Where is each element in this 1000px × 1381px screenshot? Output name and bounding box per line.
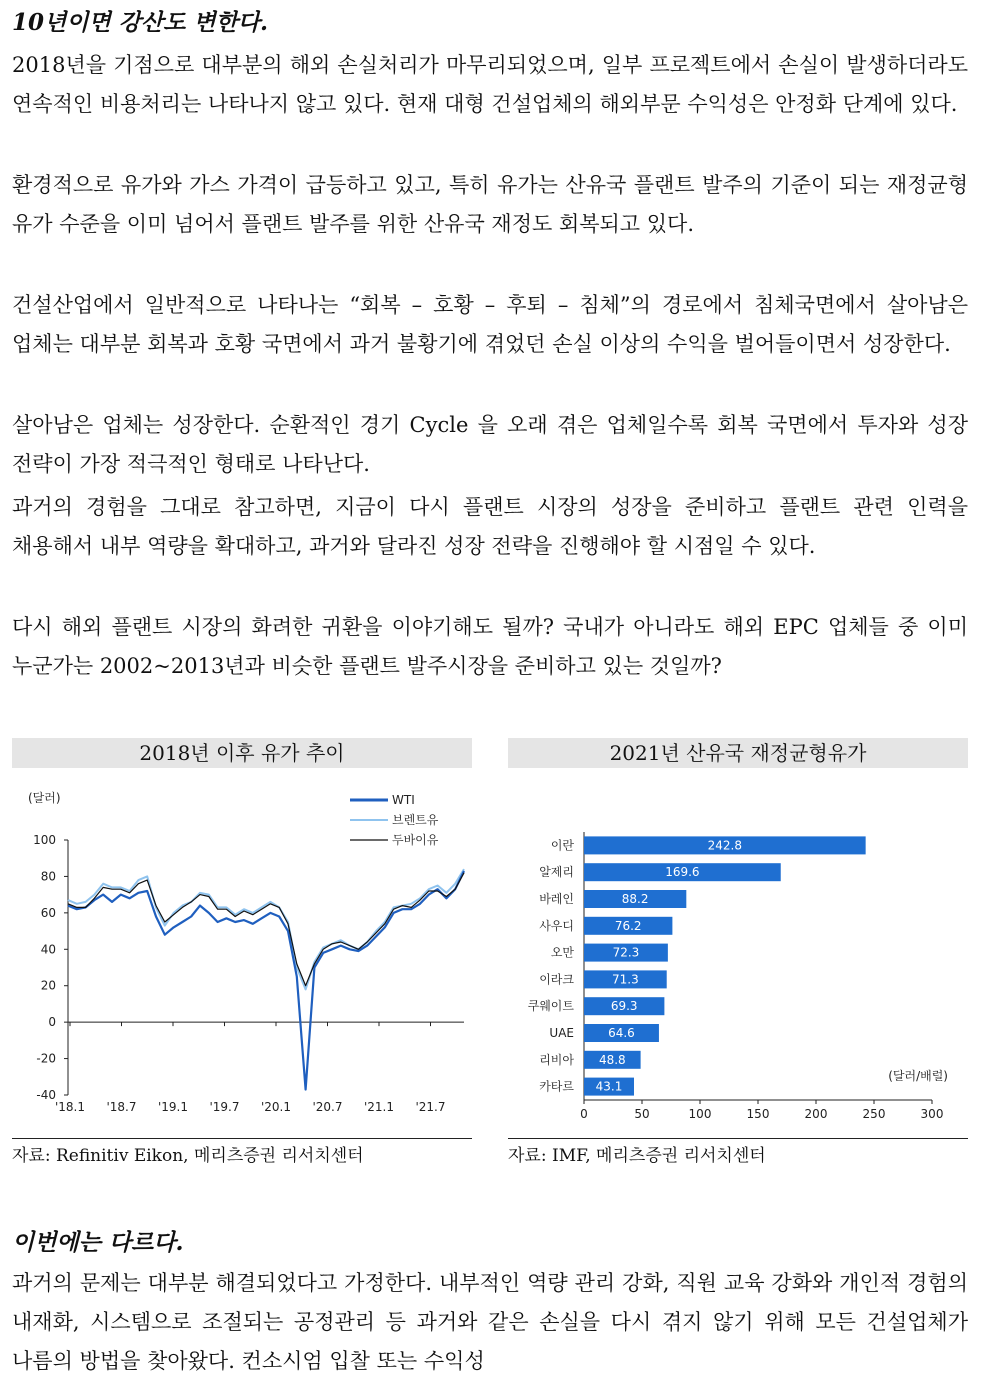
- category-label: 이란: [550, 838, 574, 853]
- bar-value-label: 242.8: [707, 838, 743, 853]
- x-tick-label: '20.1: [260, 1100, 292, 1114]
- bar-value-label: 48.8: [598, 1052, 626, 1067]
- bar-value-label: 72.3: [612, 945, 640, 960]
- legend-label: 두바이유: [392, 833, 439, 847]
- x-tick-label: '21.7: [415, 1100, 446, 1114]
- bar-value-label: 169.6: [665, 865, 700, 880]
- chart1-title: 2018년 이후 유가 추이: [12, 738, 472, 768]
- x-tick-label: '19.7: [209, 1100, 240, 1114]
- x-tick-label: '20.7: [312, 1100, 343, 1114]
- paragraph-5: 과거의 경험을 그대로 참고하면, 지금이 다시 플랜트 시장의 성장을 준비하고 플랜트 관련 인력을 채용해서 내부 역량을 확대하고, 과거와 달라진 성장 전략을 진행해야 할 시점일 수 있다.: [12, 495, 968, 558]
- y-tick-label: 60: [40, 905, 56, 920]
- x-axis-unit: (달러/배럴): [888, 1069, 948, 1083]
- y-tick-label: 40: [40, 942, 56, 957]
- category-label: 리비아: [539, 1052, 574, 1067]
- y-tick-label: 20: [40, 978, 56, 993]
- x-tick-label: 50: [634, 1107, 650, 1121]
- paragraph-1: 2018년을 기점으로 대부분의 해외 손실처리가 마무리되었으며, 일부 프로젝트에서 손실이 발생하더라도 연속적인 비용처리는 나타나지 않고 있다. 현재 대형 건설업체의 해외부문 수익성은 안정화 단계에 있다.: [12, 53, 968, 116]
- section-heading: 10년이면 강산도 변한다.: [12, 9, 268, 36]
- category-label: 알제리: [539, 865, 574, 880]
- category-label: 바레인: [539, 892, 574, 906]
- oil-price-line-chart: [12, 780, 477, 1135]
- section-heading-2: 이번에는 다르다.: [12, 1229, 184, 1256]
- x-tick-label: 0: [580, 1107, 588, 1121]
- x-tick-label: 200: [804, 1107, 828, 1121]
- bar-value-label: 88.2: [621, 892, 649, 906]
- x-tick-label: 300: [920, 1107, 944, 1121]
- series-line-브렌트유: [68, 869, 464, 989]
- x-tick-label: '21.1: [363, 1100, 395, 1114]
- category-label: 오만: [550, 945, 574, 960]
- x-tick-label: 150: [746, 1107, 770, 1121]
- y-axis-unit: (달러): [28, 791, 61, 805]
- category-label: UAE: [549, 1026, 574, 1040]
- category-label: 쿠웨이트: [527, 999, 574, 1014]
- y-tick-label: 100: [33, 833, 56, 847]
- bar-value-label: 71.3: [611, 972, 639, 987]
- bar-value-label: 69.3: [610, 999, 638, 1014]
- fiscal-breakeven-bar-chart: [508, 780, 973, 1135]
- category-label: 사우디: [539, 918, 574, 933]
- legend-label: WTI: [392, 793, 415, 807]
- chart2-title: 2021년 산유국 재정균형유가: [508, 738, 968, 768]
- y-tick-label: 0: [48, 1015, 56, 1030]
- y-tick-label: -20: [36, 1051, 56, 1066]
- bar-value-label: 64.6: [608, 1026, 635, 1040]
- x-tick-label: 250: [862, 1107, 886, 1121]
- x-tick-label: '18.7: [106, 1100, 137, 1114]
- paragraph-2: 환경적으로 유가와 가스 가격이 급등하고 있고, 특히 유가는 산유국 플랜트 발주의 기준이 되는 재정균형 유가 수준을 이미 넘어서 플랜트 발주를 위한 산유국 재정도 회복되고 있다.: [12, 173, 968, 236]
- paragraph-7: 과거의 문제는 대부분 해결되었다고 가정한다. 내부적인 역량 관리 강화, 직원 교육 강화와 개인적 경험의 내재화, 시스템으로 조절되는 공정관리 등 과거와 같은 손실을 다시 겪지 않기 위해 모든 건설업체가 나름의 방법을 찾아왔다. 컨소시엄 입찰 또는 수익성: [12, 1271, 968, 1373]
- bar-value-label: 43.1: [595, 1079, 623, 1094]
- y-tick-label: -40: [36, 1088, 56, 1102]
- legend-label: 브렌트유: [392, 813, 439, 827]
- chart2-source: 자료: IMF, 메리츠증권 리서치센터: [508, 1138, 968, 1166]
- paragraph-6: 다시 해외 플랜트 시장의 화려한 귀환을 이야기해도 될까? 국내가 아니라도 해외 EPC 업체들 중 이미 누군가는 2002~2013년과 비슷한 플랜트 발주시장을 준비하고 있는 것일까?: [12, 615, 968, 678]
- chart1-source: 자료: Refinitiv Eikon, 메리츠증권 리서치센터: [12, 1138, 472, 1166]
- y-tick-label: 80: [40, 869, 56, 884]
- x-tick-label: 100: [688, 1107, 712, 1121]
- x-tick-label: '18.1: [54, 1100, 86, 1114]
- bar-value-label: 76.2: [614, 918, 642, 933]
- category-label: 카타르: [539, 1079, 574, 1094]
- x-tick-label: '19.1: [157, 1100, 189, 1114]
- category-label: 이라크: [539, 972, 574, 987]
- paragraph-3: 건설산업에서 일반적으로 나타나는 “회복 – 호황 – 후퇴 – 침체”의 경로에서 침체국면에서 살아남은 업체는 대부분 회복과 호황 국면에서 과거 불황기에 겪었던 손실 이상의 수익을 벌어들이면서 성장한다.: [12, 293, 968, 356]
- paragraph-4: 살아남은 업체는 성장한다. 순환적인 경기 Cycle 을 오래 겪은 업체일수록 회복 국면에서 투자와 성장 전략이 가장 적극적인 형태로 나타난다.: [12, 413, 968, 476]
